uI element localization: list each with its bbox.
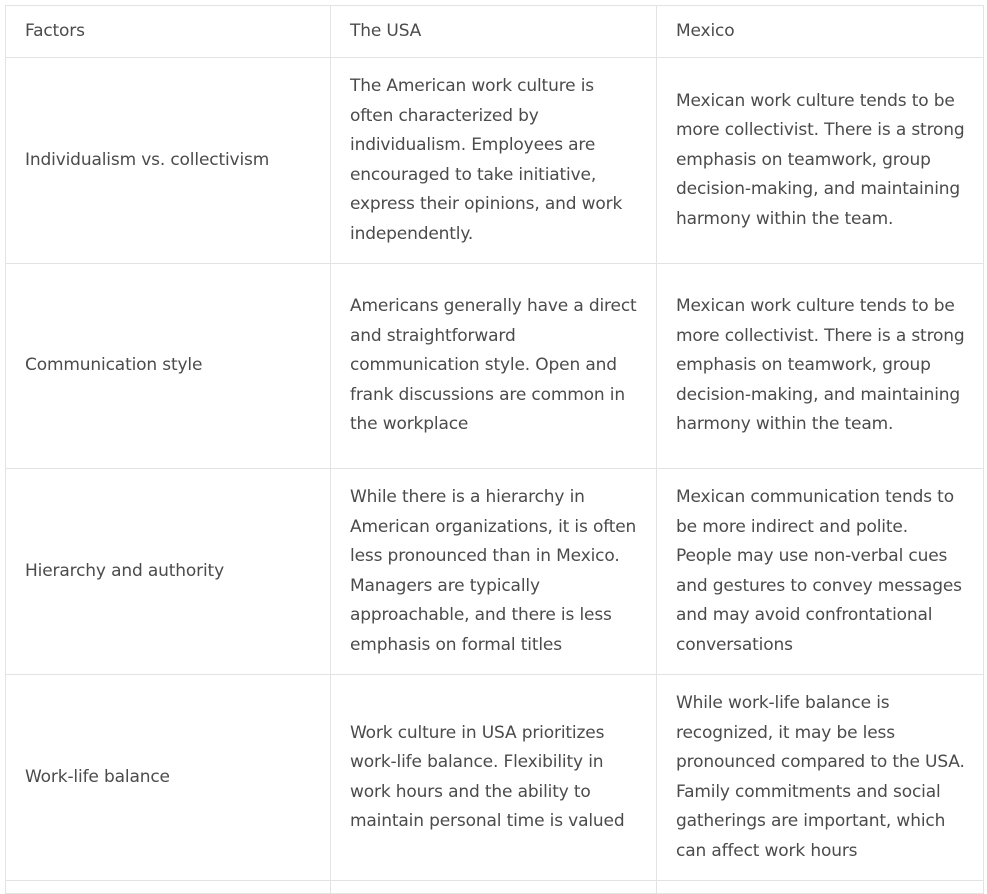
usa-cell: Americans generally have a direct and straightforward communication style. Open and frank discussions are common in the workplace (331, 264, 657, 469)
empty-cell (657, 881, 984, 894)
factor-cell: Work-life balance (6, 675, 331, 881)
comparison-table (5, 5, 984, 894)
comparison-table-container (5, 5, 983, 894)
usa-cell: While there is a hierarchy in American organizations, it is often less pronounced than in Mexico. Managers are typically approachable, and there is less emphasis on formal titles (331, 469, 657, 675)
factor-cell: Individualism vs. collectivism (6, 58, 331, 264)
usa-cell: Work culture in USA prioritizes work-life balance. Flexibility in work hours and the ability to maintain personal time is valued (331, 675, 657, 881)
usa-cell: The American work culture is often characterized by individualism. Employees are encouraged to take initiative, express their opinions, and work independently. (331, 58, 657, 264)
mexico-cell: Mexican communication tends to be more indirect and polite. People may use non-verbal cues and gestures to convey messages and may avoid confrontational conversations (657, 469, 984, 675)
factor-cell: Communication style (6, 264, 331, 469)
factor-cell: Hierarchy and authority (6, 469, 331, 675)
header-usa: The USA (331, 6, 657, 58)
empty-cell (331, 881, 657, 894)
table-header-row (6, 6, 984, 58)
table-row (6, 469, 984, 675)
table-row (6, 58, 984, 264)
empty-cell (6, 881, 331, 894)
header-factors: Factors (6, 6, 331, 58)
table-row-partial (6, 881, 984, 894)
header-mexico: Mexico (657, 6, 984, 58)
table-row (6, 675, 984, 881)
mexico-cell: While work-life balance is recognized, it may be less pronounced compared to the USA. Family commitments and social gatherings are important, which can affect work hours (657, 675, 984, 881)
mexico-cell: Mexican work culture tends to be more collectivist. There is a strong emphasis on teamwork, group decision-making, and maintaining harmony within the team. (657, 264, 984, 469)
table-row (6, 264, 984, 469)
mexico-cell: Mexican work culture tends to be more collectivist. There is a strong emphasis on teamwork, group decision-making, and maintaining harmony within the team. (657, 58, 984, 264)
